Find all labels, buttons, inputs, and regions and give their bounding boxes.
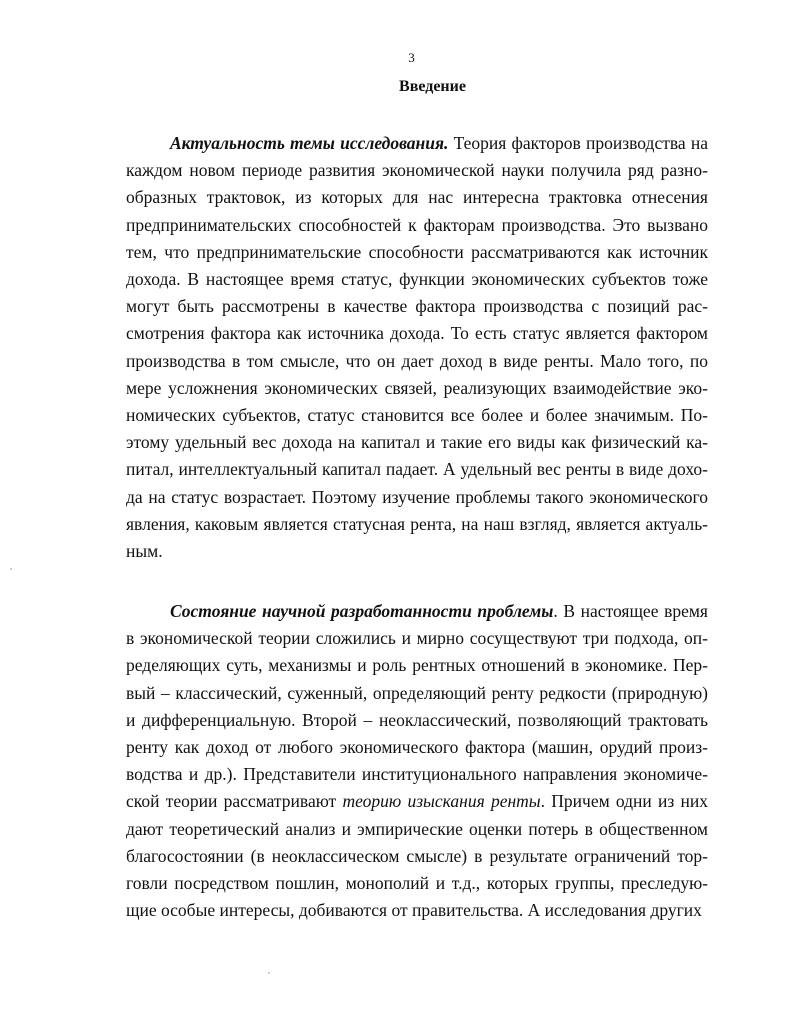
line-text: тем, что предпринимательские способности рассматриваются как источник: [126, 241, 708, 262]
line-text: ской теории рассматривают: [126, 791, 343, 812]
text-line: [126, 843, 708, 869]
line-text: дохода. В настоящее время статус, функции экономических субъектов тоже: [126, 269, 708, 289]
text-line: [126, 184, 708, 210]
line-text: ным.: [126, 541, 163, 561]
line-text: . Причем одни из них: [540, 791, 709, 812]
line-text: питал, интеллектуальный капитал падает. А удельный вес ренты в виде дохо-: [126, 459, 708, 480]
text-line: [126, 212, 708, 238]
text-line: [126, 320, 708, 346]
line-text: предпринимательских способностей к факторам производства. Это вызвано: [126, 214, 708, 235]
line-text: ренту как доход от любого экономического фактора (машин, орудий произ-: [126, 737, 708, 757]
scan-speck: [10, 568, 12, 570]
text-line: [126, 429, 708, 455]
text-line: [126, 293, 708, 319]
line-text: водства и др.). Представители институционального направления экономиче-: [126, 764, 708, 785]
text-line: [170, 598, 708, 624]
line-text: мере усложнения экономических связей, реализующих взаимодействие эко-: [126, 377, 708, 398]
line-text: образных трактовок, из которых для нас интересна трактовка отнесения: [126, 187, 708, 208]
line-text: вый – классический, суженный, определяющий ренту редкости (природную): [126, 682, 708, 703]
text-line: [126, 538, 708, 564]
text-line: [126, 239, 708, 265]
paragraph-lead-heading: Актуальность темы исследования.: [170, 133, 449, 153]
line-text: могут быть рассмотрены в качестве фактора производства с позиций рас-: [126, 296, 708, 317]
text-line: [126, 511, 708, 537]
line-text: Теория факторов производства на: [448, 133, 709, 153]
text-line: [126, 456, 708, 482]
italic-term: теорию изыскания ренты: [342, 791, 541, 812]
line-text: ределяющих суть, механизмы и роль рентных отношений в экономике. Пер-: [126, 655, 708, 676]
line-text: . В настоящее время: [553, 601, 708, 621]
text-line: [170, 130, 708, 156]
text-line: [126, 266, 708, 292]
text-line: [126, 375, 708, 401]
text-line: [126, 680, 708, 706]
text-line: [126, 816, 708, 842]
text-line: [126, 734, 708, 760]
line-text: смотрения фактора как источника дохода. То есть статус является фактором: [126, 323, 708, 344]
line-text: да на статус возрастает. Поэтому изучение проблемы такого экономического: [126, 486, 708, 507]
text-line: [126, 625, 708, 651]
line-text: каждом новом периоде развития экономической науки получила ряд разно-: [126, 160, 708, 181]
line-text: благосостоянии (в неоклассическом смысле) в результате ограничений тор-: [126, 845, 708, 866]
text-line: [126, 348, 708, 374]
paragraph-lead-heading: Состояние научной разработанности проблемы: [170, 601, 554, 621]
text-line: [126, 157, 708, 183]
line-text: в экономической теории сложились и мирно сосуществуют три подхода, оп-: [126, 628, 708, 649]
line-text: дают теоретический анализ и эмпирические оценки потерь в общественном: [126, 818, 708, 839]
text-line: [126, 707, 708, 733]
line-text: этому удельный вес дохода на капитал и такие его виды как физический ка-: [126, 432, 708, 453]
text-line: [126, 484, 708, 510]
text-line: [126, 761, 708, 787]
section-title: Введение: [399, 78, 466, 95]
line-text: номических субъектов, статус становится все более и более значимым. По-: [126, 405, 708, 425]
text-line: [126, 897, 708, 923]
scan-speck: [268, 972, 270, 974]
line-text: производства в том смысле, что он дает доход в виде ренты. Мало того, по: [126, 350, 708, 371]
line-text: и дифференциальную. Второй – неоклассический, позволяющий трактовать: [126, 709, 708, 730]
line-text: явления, каковым является статусная рента, на наш взгляд, является актуаль-: [126, 513, 708, 534]
text-line: [126, 788, 708, 814]
text-line: [126, 870, 708, 896]
line-text: щие особые интересы, добиваются от правительства. А исследования других: [126, 900, 702, 921]
page-number: 3: [408, 50, 415, 65]
line-text: говли посредством пошлин, монополий и т.д., которых группы, преследую-: [126, 873, 708, 893]
text-line: [126, 652, 708, 678]
text-line: [126, 402, 708, 428]
